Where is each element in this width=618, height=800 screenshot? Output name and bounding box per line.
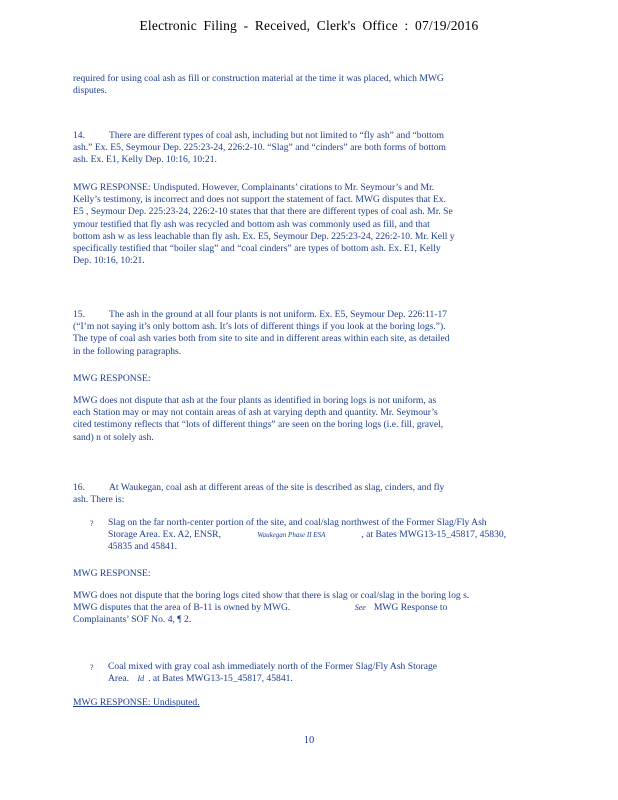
response-text-end: MWG Response to Complainants’ SOF No. 4, ¶ 2.: [73, 602, 448, 626]
paragraph-16: [73, 482, 455, 506]
page-number: 10: [303, 735, 315, 746]
bullet-text: Coal mixed with gray coal ash immediately north of the Former Slag/Fly Ash Storage Area.: [108, 661, 438, 685]
response-16a-heading: [73, 568, 455, 580]
paragraph-14: [73, 130, 455, 167]
id-italic: Id: [137, 674, 145, 684]
bullet-item-2: [108, 661, 453, 685]
response-heading: MWG RESPONSE:: [73, 568, 151, 579]
filing-header: Electronic Filing - Received, Clerk's Office : 07/19/2016: [139, 18, 479, 33]
paragraph-number: 16.: [73, 482, 85, 493]
response-text: MWG does not dispute that ash at the four plants as identified in boring logs is not uniform, as each Station may or may not contain areas of ash at varying depth and quantity. Mr. Seymour’s cited testimony reflects that “lots of different things” are seen on the boring logs (i.e. fill, gravel, sand) n ot solely ash.: [73, 395, 444, 443]
bullet-glyph: ?: [90, 519, 94, 528]
response-text: MWG does not dispute that the boring logs cited show that there is slag or coal/slag in the boring log s. MWG disputes that the area of B-11 is owned by MWG.: [73, 590, 470, 614]
see-italic: See: [354, 603, 366, 613]
response-16a: [73, 590, 473, 627]
response-16b: [73, 697, 455, 709]
bullet-glyph: ?: [90, 663, 94, 672]
paragraph-number: 15.: [73, 309, 85, 320]
paragraph-continuation: [73, 73, 455, 97]
bullet-item-1: [108, 517, 518, 554]
response-15: [73, 395, 455, 444]
paragraph-number: 14.: [73, 130, 85, 141]
paragraph-15: [73, 309, 455, 358]
citation-italic: Waukegan Phase II ESA: [257, 531, 326, 540]
continuation-text: required for using coal ash as fill or construction material at the time it was placed, which MWG disputes.: [73, 73, 444, 97]
paragraph-text: The ash in the ground at all four plants is not uniform. Ex. E5, Seymour Dep. 226:11-17 (“I’m not saying it’s only bottom ash. It’s lots of different things if you look at the boring logs.”). The type of coal ash varies both from site to site and in different areas within each site, as detailed in the following paragraphs.: [73, 309, 450, 357]
response-text: MWG RESPONSE: Undisputed.: [73, 697, 200, 708]
paragraph-text: At Waukegan, coal ash at different areas of the site is described as slag, cinders, and fly ash. There is:: [73, 482, 445, 506]
bullet-text-end: , at Bates MWG13-15_45817, 45830, 45835 and 45841.: [108, 529, 507, 553]
response-15-heading: [73, 373, 455, 385]
bullet-text-end: . at Bates MWG13-15_45817, 45841.: [148, 673, 293, 685]
paragraph-text: There are different types of coal ash, including but not limited to “fly ash” and “bottom ash.” Ex. E5, Seymour Dep. 225:23-24, 226:2-10. “Slag” and “cinders” are both forms of bottom ash. Ex. E1, Kelly Dep. 10:16, 10:21.: [73, 130, 447, 166]
response-text: MWG RESPONSE: Undisputed. However, Complainants’ citations to Mr. Seymour’s and Mr. Kelly’s testimony, is incorrect and does not support the statement of fact. MWG disputes that Ex. E5 , Seymour Dep. 225:23-24, 226:2-10 states that that there are different types of coal ash. Mr. Se ymour testified that fly ash was recycled and bottom ash was commonly used as fill, and that bottom ash w as less leachable than fly ash. Ex. E5, Seymour Dep. 225:23-24, 226:2-10. Mr. Kell y specifically testified that “boiler slag” and “coal cinders” are types of bottom ash. Ex. E1, Kelly Dep. 10:16, 10:21.: [73, 182, 455, 267]
response-heading: MWG RESPONSE:: [73, 373, 151, 384]
response-14: [73, 182, 455, 267]
bullet-text: Slag on the far north-center portion of the site, and coal/slag northwest of the Former Slag/Fly Ash Storage Area. Ex. A2, ENSR,: [108, 517, 487, 541]
